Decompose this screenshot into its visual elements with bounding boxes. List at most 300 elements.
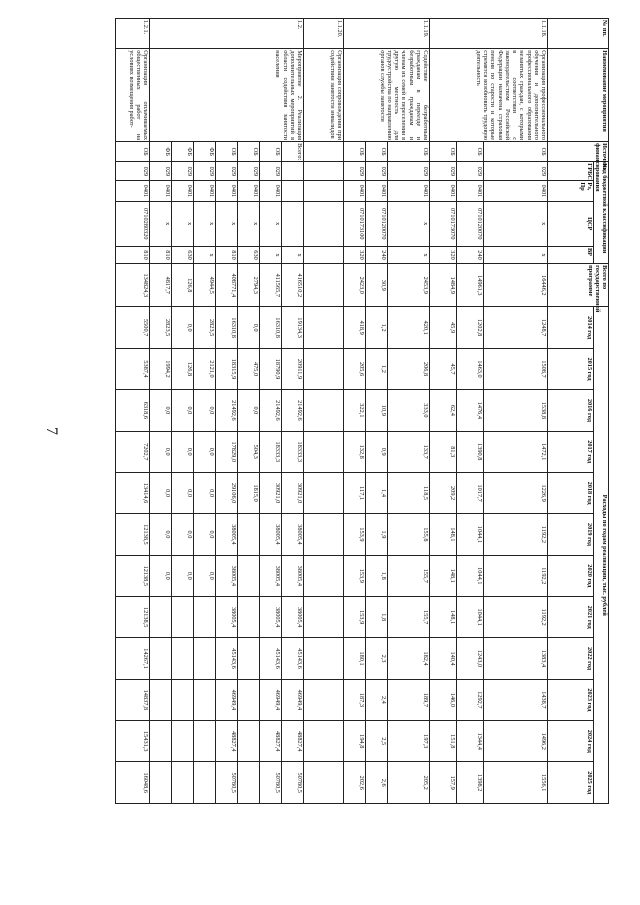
row-source: Всего: [282,142,304,162]
row-year-value: 209,2 [430,472,457,513]
row-name: Организация оплачиваемых общественных работ на условиях возмещения работ- [116,49,150,142]
row-grbs: 029 [366,162,388,181]
row-grbs [282,162,304,181]
row-year-value: 18333,3 [282,431,304,472]
row-source: ОБ [238,142,260,162]
row-csr: 0710173100 [344,201,366,246]
row-year-value: 0,0 [172,390,194,431]
row-year-value: 182,4 [388,638,430,679]
row-year-value: 17829,0 [216,431,238,472]
row-total [304,264,344,307]
row-year-value: 46949,4 [260,679,282,720]
row-csr: х [150,201,172,246]
row-year-value: 0,0 [150,472,172,513]
row-year-value: 50780,5 [282,762,304,804]
row-csr [282,201,304,246]
row-vr: 240 [457,246,484,263]
row-rzpr: 0401 [150,181,172,201]
row-year-value: 45143,6 [260,638,282,679]
row-year-value: 50780,5 [260,762,282,804]
page-number: 7 [43,427,60,435]
row-year-value: 0,0 [238,390,260,431]
row-year-value: 205,6 [344,348,366,389]
table-row [116,19,150,804]
row-year-value: 146,0 [430,679,457,720]
header-year: 2020 год [548,555,594,596]
row-grbs: 029 [388,162,430,181]
row-year-value: 206,8 [388,348,430,389]
row-source: ОБ [457,142,484,162]
row-year-value: 0,0 [194,390,216,431]
row-year-value: 6318,6 [116,390,150,431]
row-year-value [194,679,216,720]
row-year-value: 1192,2 [484,514,548,555]
table-row [304,19,344,804]
row-year-value: 0,0 [238,307,260,348]
row-name: Мероприятие 2. Реализация дополнительных мероприятий в области содействия занятости населения [150,49,304,142]
row-csr: х [260,201,282,246]
row-year-value: 48827,4 [216,721,238,762]
row-rzpr: 0401 [116,181,150,201]
budget-table-container [104,18,609,804]
row-total: 1484,9 [430,264,457,307]
row-year-value: 1508,7 [484,348,548,389]
row-year-value: 155,7 [388,597,430,638]
row-year-value: 155,8 [388,514,430,555]
row-year-value [238,638,260,679]
row-grbs: 029 [344,162,366,181]
row-year-value: 1994,2 [150,348,172,389]
row-rzpr: 0401 [344,181,366,201]
row-grbs: 029 [238,162,260,181]
row-year-value [304,679,344,720]
row-year-value: 504,3 [238,431,260,472]
row-year-value: 21492,6 [216,390,238,431]
row-vr: х [484,246,548,263]
row-year-value: 1248,7 [484,307,548,348]
header-expenses: Расходы по годам реализации, тыс. рублей [594,307,609,804]
row-total: 411565,7 [260,264,282,307]
row-rzpr: 0401 [260,181,282,201]
row-vr: х [282,246,304,263]
row-rzpr: 0401 [388,181,430,201]
row-source: ОБ [260,142,282,162]
row-vr: 240 [366,246,388,263]
row-year-value: 475,0 [238,348,260,389]
row-year-value: 0,0 [172,431,194,472]
row-year-value: 1476,4 [457,390,484,431]
row-year-value: 81,3 [430,431,457,472]
row-year-value: 1472,1 [484,431,548,472]
row-grbs [304,162,344,181]
row-csr: 0710120070 [366,201,388,246]
row-year-value: 322,1 [344,390,366,431]
row-year-value: 2,4 [366,679,388,720]
row-year-value [194,638,216,679]
row-year-value [238,597,260,638]
row-csr: 0710173070 [430,201,457,246]
row-year-value: 48827,4 [282,721,304,762]
row-number: 1.1.18. [430,19,548,49]
header-num: № пп. [548,19,609,49]
row-year-value: 1,4 [366,472,388,513]
row-year-value: 0,9 [366,431,388,472]
row-year-value [238,679,260,720]
row-year-value: 1202,8 [457,307,484,348]
row-year-value [304,638,344,679]
row-source: ОБ [216,142,238,162]
header-rzpr: Рз, Пр [548,181,594,201]
row-year-value: 1226,9 [484,472,548,513]
row-year-value [238,514,260,555]
row-csr: х [194,201,216,246]
row-year-value: 0,0 [150,555,172,596]
row-number: 1.1.19. [344,19,430,49]
row-year-value: 30921,0 [282,472,304,513]
row-year-value: 133,7 [388,431,430,472]
row-year-value: 0,0 [194,472,216,513]
row-year-value [238,762,260,804]
table-row [282,19,304,804]
row-year-value: 1044,1 [457,555,484,596]
row-source: ФБ [194,142,216,162]
header-year: 2019 год [548,514,594,555]
header-csr: ЦСР [548,201,594,246]
row-vr: х [260,246,282,263]
row-year-value: 1,2 [366,348,388,389]
row-year-value: 153,9 [344,597,366,638]
row-year-value: 0,0 [172,307,194,348]
row-source: ФБ [172,142,194,162]
row-source: ОБ [388,142,430,162]
row-vr: 630 [238,246,260,263]
row-rzpr: 0401 [366,181,388,201]
row-year-value [304,348,344,389]
row-year-value: 1,9 [366,514,388,555]
row-total: 16446,2 [484,264,548,307]
row-year-value: 148,1 [430,514,457,555]
row-year-value [238,555,260,596]
row-total: 2453,9 [388,264,430,307]
header-grbs: ГРБС [548,162,594,181]
header-year: 2016 год [548,390,594,431]
row-year-value: 1538,8 [484,390,548,431]
row-csr: х [388,201,430,246]
row-year-value: 157,9 [430,762,457,804]
row-year-value [172,679,194,720]
row-year-value: 19134,3 [282,307,304,348]
row-vr: 810 [116,246,150,263]
budget-table [115,18,609,804]
row-year-value: 1398,2 [457,762,484,804]
row-year-value: 187,3 [344,679,366,720]
row-rzpr [304,181,344,201]
row-vr [304,246,344,263]
row-year-value: 0,0 [194,514,216,555]
row-year-value: 21492,6 [260,390,282,431]
row-year-value: 1438,7 [484,679,548,720]
header-budget-code: Код бюджетной классификации [594,162,609,264]
row-total: 126,8 [172,264,194,307]
header-year: 2018 год [548,472,594,513]
row-year-value: 140,4 [430,638,457,679]
row-year-value: 45,7 [430,348,457,389]
row-vr: 810 [150,246,172,263]
row-year-value: 1496,2 [484,721,548,762]
row-year-value [304,762,344,804]
row-grbs: 029 [260,162,282,181]
row-year-value: 62,4 [430,390,457,431]
row-year-value: 46949,4 [282,679,304,720]
row-grbs: 029 [457,162,484,181]
row-rzpr: 0401 [484,181,548,201]
row-year-value: 38005,4 [260,597,282,638]
row-year-value: 30921,0 [260,472,282,513]
row-year-value: 0,0 [150,514,172,555]
row-grbs: 029 [194,162,216,181]
header-year: 2025 год [548,762,594,804]
row-year-value: 45,9 [430,307,457,348]
row-year-value [150,638,172,679]
row-year-value: 118,5 [388,472,430,513]
row-grbs: 029 [150,162,172,181]
row-csr: х [238,201,260,246]
row-total: 2423,0 [344,264,366,307]
row-vr: 630 [172,246,194,263]
row-total: 4817,7 [150,264,172,307]
header-source: Источник финансирования [548,142,609,162]
row-grbs: 029 [484,162,548,181]
row-year-value: 16048,6 [116,762,150,804]
row-name: Организация сопровождения при содействии занятости инвалидов [304,49,344,142]
row-year-value: 1390,8 [457,431,484,472]
row-total: 4944,5 [194,264,216,307]
header-year: 2022 год [548,638,594,679]
row-source: ФБ [150,142,172,162]
row-year-value [304,390,344,431]
row-source: ОБ [366,142,388,162]
row-year-value: 16310,8 [260,307,282,348]
row-year-value: 12138,5 [116,514,150,555]
row-year-value: 5387,4 [116,348,150,389]
row-source: ОБ [430,142,457,162]
row-year-value [150,679,172,720]
row-year-value: 2121,0 [194,348,216,389]
row-vr: 320 [430,246,457,263]
row-year-value: 2823,5 [194,307,216,348]
row-csr: 0710120070 [457,201,484,246]
header-year: 2017 год [548,431,594,472]
row-year-value: 38005,4 [260,514,282,555]
row-year-value [304,472,344,513]
row-year-value: 18333,3 [260,431,282,472]
row-year-value: 420,1 [388,307,430,348]
row-year-value: 0,0 [150,390,172,431]
row-year-value: 38005,4 [216,597,238,638]
row-year-value: 18315,9 [216,348,238,389]
row-year-value [172,597,194,638]
row-year-value: 1292,7 [457,679,484,720]
table-row [388,19,430,804]
row-year-value: 0,0 [172,514,194,555]
row-year-value: 1556,1 [484,762,548,804]
header-year: 2015 год [548,348,594,389]
row-year-value: 29106,0 [216,472,238,513]
row-rzpr: 0401 [238,181,260,201]
row-year-value [150,597,172,638]
row-year-value: 148,1 [430,555,457,596]
header-year: 2021 год [548,597,594,638]
row-year-value [304,514,344,555]
row-year-value [238,721,260,762]
row-year-value: 12138,5 [116,597,150,638]
row-year-value: 197,3 [388,721,430,762]
row-year-value [172,721,194,762]
row-rzpr: 0401 [457,181,484,201]
row-year-value: 0,0 [172,555,194,596]
row-year-value [194,762,216,804]
row-year-value [304,597,344,638]
row-year-value: 2,3 [366,638,388,679]
row-rzpr: 0401 [172,181,194,201]
row-year-value: 126,8 [172,348,194,389]
row-year-value [304,431,344,472]
row-year-value: 46949,4 [216,679,238,720]
row-total: 2794,3 [238,264,260,307]
row-year-value: 202,6 [344,762,366,804]
row-year-value: 1,8 [366,597,388,638]
header-vr: ВР [548,246,594,263]
row-year-value: 189,7 [388,679,430,720]
row-name: Содействие безработным гражданам в переезде и безработным гражданам и членам их семей в переселении в другую местность для трудоустройства по направлению органов службы занятости [344,49,430,142]
row-year-value: 153,9 [344,555,366,596]
row-year-value: 45143,6 [216,638,238,679]
row-csr [304,201,344,246]
row-year-value [172,762,194,804]
row-year-value: 20911,9 [282,348,304,389]
row-grbs: 029 [216,162,238,181]
row-csr: 0710280320 [116,201,150,246]
row-year-value: 2823,5 [150,307,172,348]
header-name: Наименование мероприятия [548,49,609,142]
row-year-value: 155,7 [388,555,430,596]
row-year-value: 1044,1 [457,597,484,638]
row-source: ОБ [484,142,548,162]
row-year-value: 48827,4 [260,721,282,762]
row-grbs: 029 [172,162,194,181]
row-name: Организация профессионального обучения и дополнительного профессионального образования незанятых граждан, с которыми в соответствии с законодательством Российской Федерации назначена страховая пенсия по старости и которые стремятся возобновить трудовую деятельность [430,49,548,142]
row-year-value: 1463,0 [457,348,484,389]
row-year-value [150,762,172,804]
row-year-value: 7202,7 [116,431,150,472]
row-year-value: 205,2 [388,762,430,804]
row-year-value: 38005,4 [216,555,238,596]
row-total: 408771,4 [216,264,238,307]
row-csr: х [484,201,548,246]
header-year: 2014 год [548,307,594,348]
row-vr: 320 [344,246,366,263]
row-year-value [150,721,172,762]
row-year-value [304,307,344,348]
row-year-value: 153,9 [344,514,366,555]
row-year-value: 45143,6 [282,638,304,679]
row-year-value: 0,0 [172,472,194,513]
row-year-value: 21492,6 [282,390,304,431]
row-rzpr [282,181,304,201]
row-year-value: 1017,7 [457,472,484,513]
row-year-value: 0,0 [150,431,172,472]
row-number: 1.2.1. [116,19,150,49]
row-number: 1.1.20. [304,19,344,49]
row-year-value: 132,8 [344,431,366,472]
row-year-value: 148,1 [430,597,457,638]
header-year: 2023 год [548,679,594,720]
row-year-value: 50780,5 [216,762,238,804]
row-year-value: 1815,0 [238,472,260,513]
row-year-value: 180,1 [344,638,366,679]
row-source: ОБ [116,142,150,162]
row-year-value: 1044,1 [457,514,484,555]
row-year-value: 1,2 [366,307,388,348]
row-total: 14961,3 [457,264,484,307]
row-year-value: 151,8 [430,721,457,762]
row-rzpr: 0401 [430,181,457,201]
row-vr: х [388,246,430,263]
row-year-value: 15431,3 [116,721,150,762]
row-year-value: 16310,8 [216,307,238,348]
row-year-value: 1383,4 [484,638,548,679]
row-year-value: 38005,4 [282,555,304,596]
row-number: 1.2. [150,19,304,49]
row-year-value: 5500,7 [116,307,150,348]
row-csr: х [172,201,194,246]
header-year: 2024 год [548,721,594,762]
row-source: ОБ [344,142,366,162]
row-year-value: 418,9 [344,307,366,348]
row-year-value: 12138,5 [116,555,150,596]
row-year-value: 18790,9 [260,348,282,389]
row-year-value: 0,0 [194,431,216,472]
row-year-value [304,721,344,762]
row-year-value [172,638,194,679]
row-rzpr: 0401 [216,181,238,201]
row-year-value: 2,5 [366,721,388,762]
header-total: Всего по государственной программе [548,264,609,307]
row-year-value: 38005,4 [282,514,304,555]
row-rzpr: 0401 [194,181,216,201]
row-year-value: 117,1 [344,472,366,513]
row-year-value [304,555,344,596]
row-year-value: 38005,4 [260,555,282,596]
row-total: 134824,3 [116,264,150,307]
row-vr: 810 [216,246,238,263]
row-year-value: 333,0 [388,390,430,431]
row-year-value: 1344,4 [457,721,484,762]
row-year-value: 38005,4 [282,597,304,638]
row-grbs: 029 [430,162,457,181]
row-year-value: 1192,2 [484,555,548,596]
row-year-value [194,597,216,638]
row-year-value: 1243,0 [457,638,484,679]
row-year-value: 38005,4 [216,514,238,555]
table-row [484,19,548,804]
row-year-value: 13414,6 [116,472,150,513]
row-year-value: 1192,2 [484,597,548,638]
row-year-value: 10,9 [366,390,388,431]
row-year-value: 1,8 [366,555,388,596]
row-total: 30,9 [366,264,388,307]
row-vr: х [194,246,216,263]
